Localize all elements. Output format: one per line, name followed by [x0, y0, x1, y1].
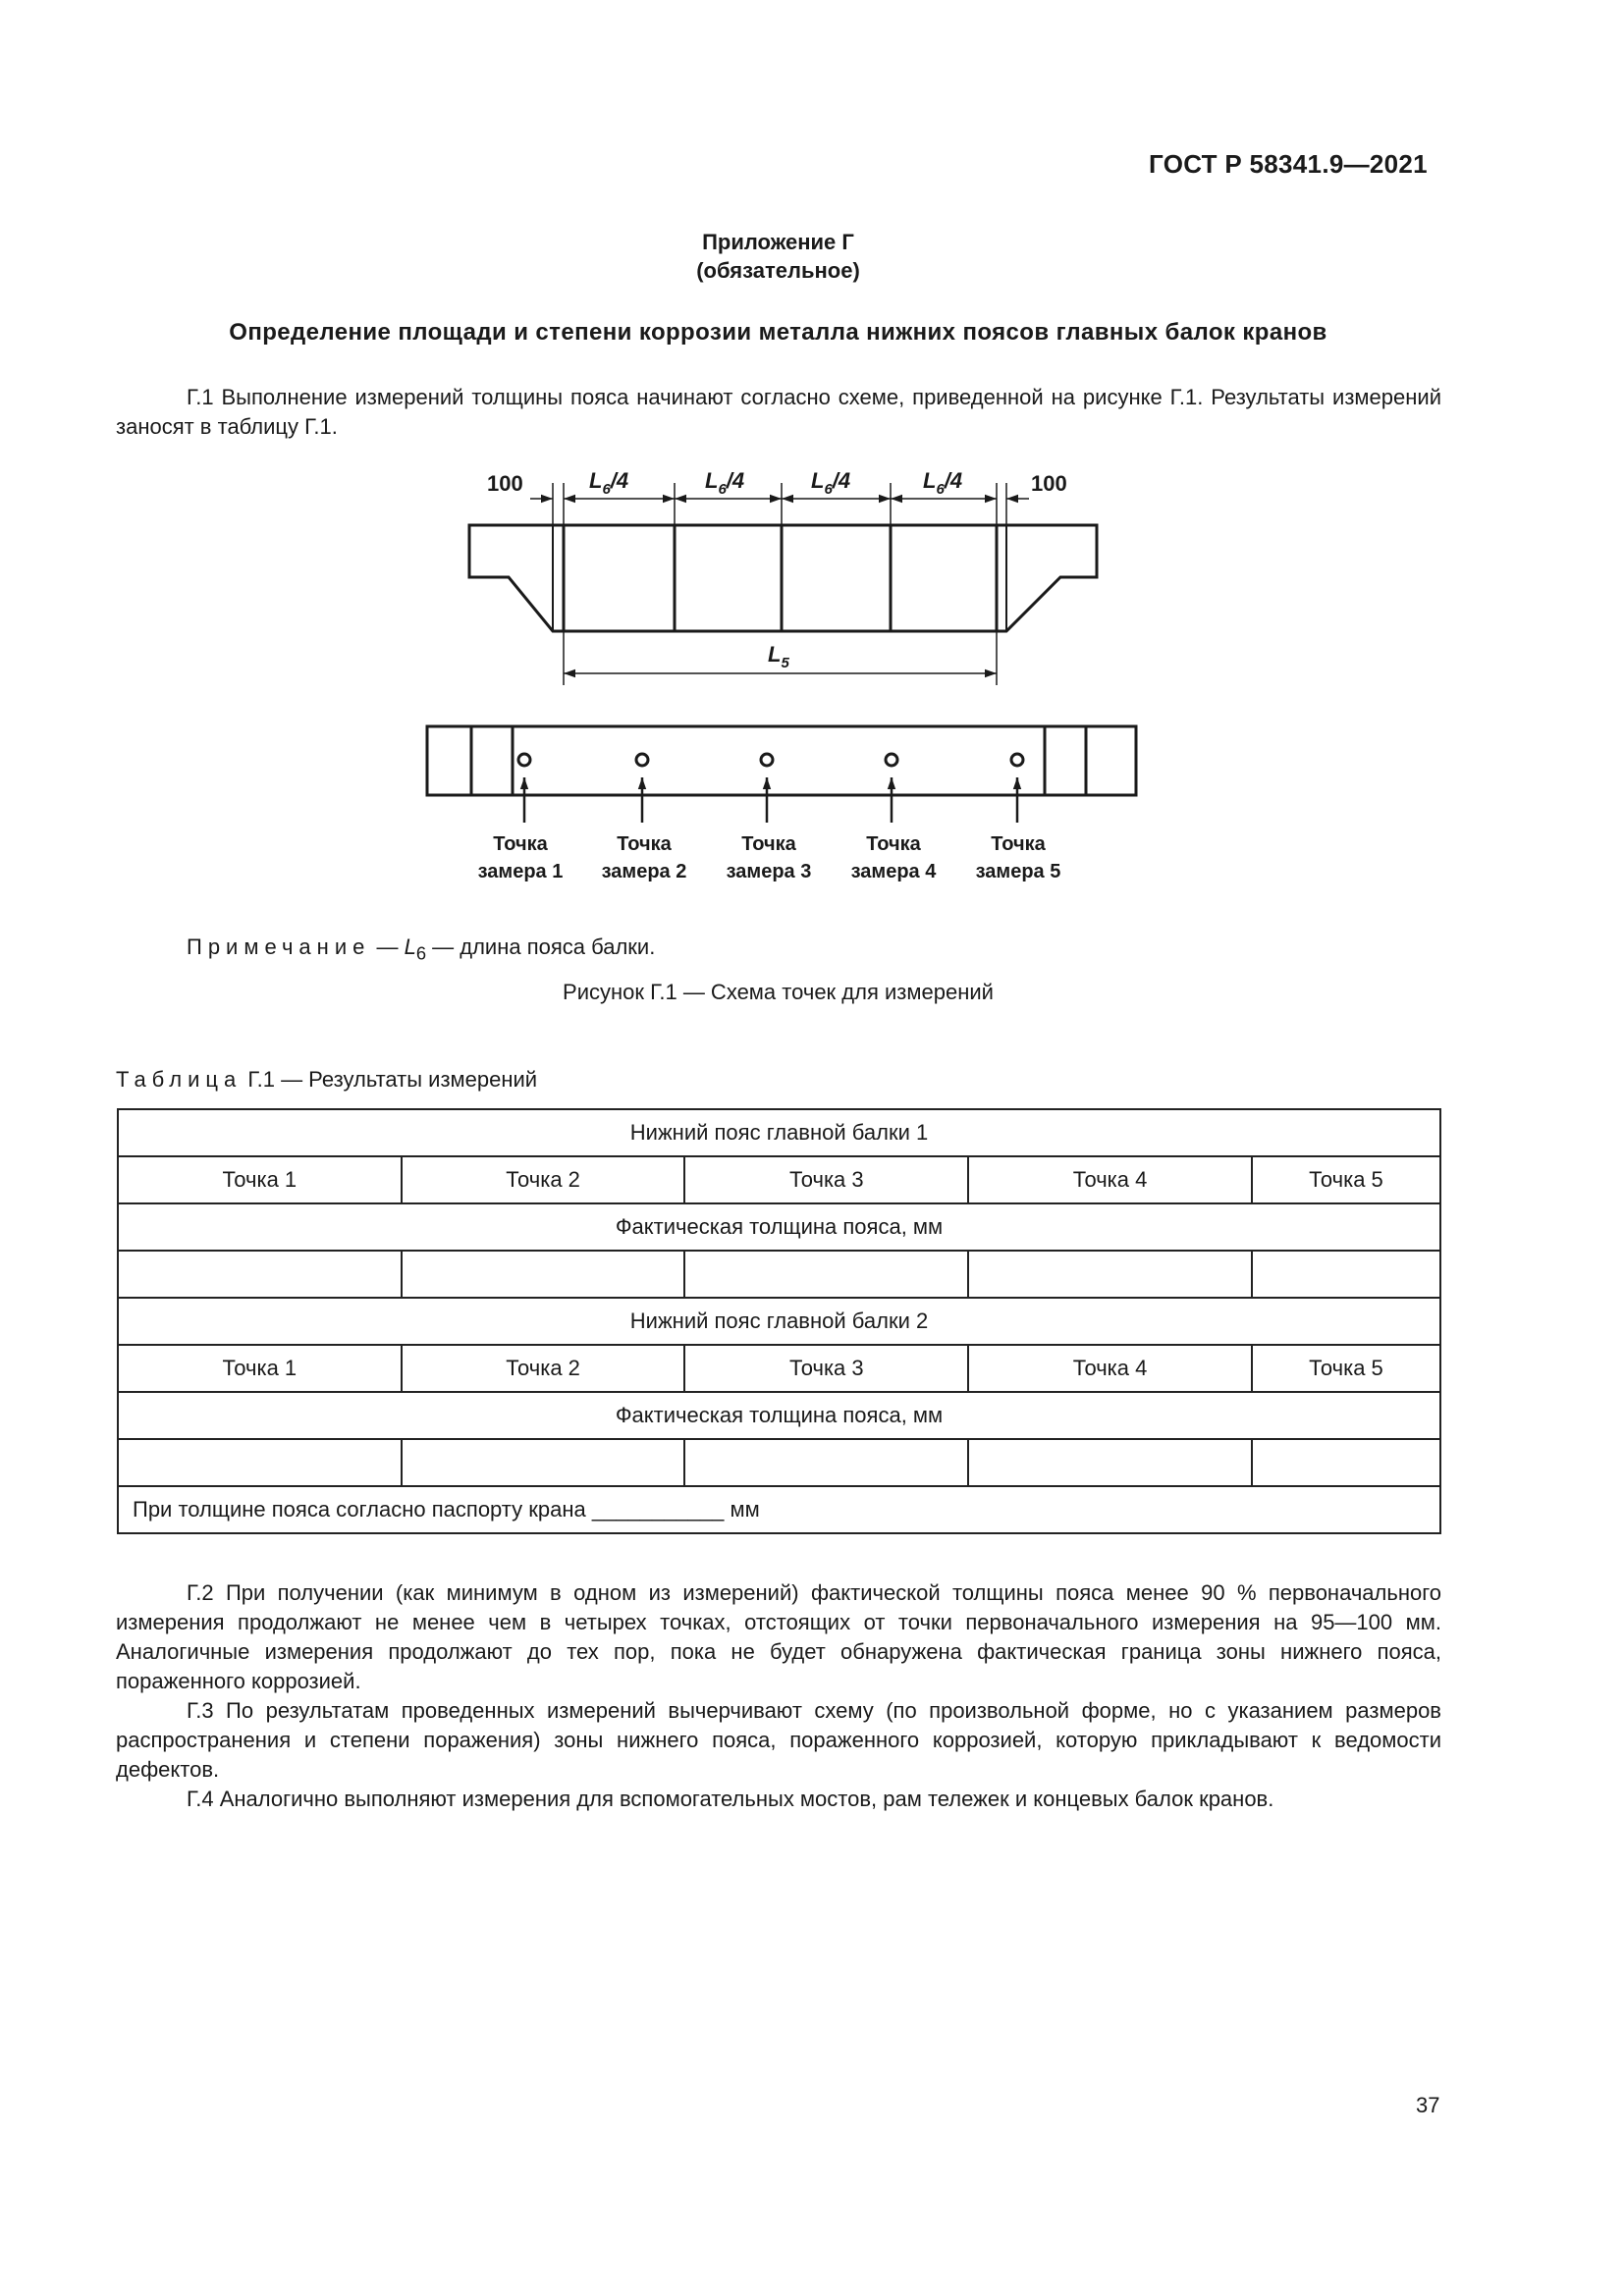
empty-cell[interactable] — [1252, 1251, 1440, 1298]
empty-cell[interactable] — [118, 1439, 402, 1486]
paragraph-g3: Г.3 По результатам проведенных измерений вычерчивают схему (по произвольной форме, но с указанием размеров распространения и степени поражения) зоны нижнего пояса, пораженного коррозией, которую прикладывают к ведомости дефектов. — [116, 1698, 1441, 1782]
point-label-1-line2: замера 1 — [477, 861, 564, 882]
note-variable-subscript: 6 — [415, 942, 427, 964]
empty-cell[interactable] — [402, 1251, 685, 1298]
measurement-point-3 — [761, 754, 773, 766]
point-header-5: Точка 5 — [1252, 1156, 1440, 1203]
point-label-5-line2: замера 5 — [975, 861, 1061, 882]
note-variable: L — [404, 934, 416, 959]
point-header-2: Точка 2 — [402, 1156, 685, 1203]
note-text: — длина пояса балки. — [426, 934, 656, 959]
empty-cell[interactable] — [402, 1439, 685, 1486]
figure-measurement-scheme — [0, 0, 1624, 942]
point-header-5: Точка 5 — [1252, 1345, 1440, 1392]
dim-quarter-2: $L_6/4$ — [705, 468, 745, 498]
thickness-header: Фактическая толщина пояса, мм — [118, 1203, 1440, 1251]
measurement-point-4 — [886, 754, 897, 766]
point-label-4-line1: Точка — [866, 833, 921, 855]
measurement-point-5 — [1011, 754, 1023, 766]
table-row — [118, 1345, 1440, 1392]
figure-note — [187, 934, 655, 964]
dim-span-l5: $L_5$ — [768, 642, 789, 671]
table-row — [118, 1298, 1440, 1345]
table-title-text: Г.1 — Результаты измерений — [242, 1067, 538, 1092]
point-header-1: Точка 1 — [118, 1345, 402, 1392]
point-header-1: Точка 1 — [118, 1156, 402, 1203]
empty-cell[interactable] — [968, 1439, 1252, 1486]
table-row — [118, 1486, 1440, 1533]
empty-cell[interactable] — [684, 1251, 968, 1298]
point-header-4: Точка 4 — [968, 1156, 1252, 1203]
table-row — [118, 1251, 1440, 1298]
empty-cell[interactable] — [1252, 1439, 1440, 1486]
dim-right-100: 100 — [1031, 471, 1067, 496]
point-label-5-line1: Точка — [991, 833, 1046, 855]
point-header-4: Точка 4 — [968, 1345, 1252, 1392]
empty-cell[interactable] — [118, 1251, 402, 1298]
table-row — [118, 1392, 1440, 1439]
note-label: Примечание — [187, 934, 371, 959]
beam-1-header: Нижний пояс главной балки 1 — [118, 1109, 1440, 1156]
table-row — [118, 1439, 1440, 1486]
dim-left-100: 100 — [487, 471, 523, 496]
point-header-2: Точка 2 — [402, 1345, 685, 1392]
beam-2-header: Нижний пояс главной балки 2 — [118, 1298, 1440, 1345]
point-label-2-line1: Точка — [617, 833, 672, 855]
page-number: 37 — [1416, 2093, 1440, 2117]
measurement-point-1 — [518, 754, 530, 766]
measurement-results-table — [117, 1108, 1441, 1534]
passport-thickness-row: При толщине пояса согласно паспорту крана ___________ мм — [118, 1486, 1440, 1533]
point-label-3-line1: Точка — [741, 833, 796, 855]
document-code: ГОСТ Р 58341.9—2021 — [1149, 149, 1428, 179]
point-header-3: Точка 3 — [684, 1345, 968, 1392]
empty-cell[interactable] — [968, 1251, 1252, 1298]
annex-status: (обязательное) — [696, 258, 860, 283]
paragraph-g1: Г.1 Выполнение измерений толщины пояса начинают согласно схеме, приведенной на рисунке Г.1. Результаты измерений заносят в таблицу Г.1. — [116, 385, 1441, 439]
beam-plan-outline — [427, 726, 1136, 795]
table-row — [118, 1109, 1440, 1156]
paragraph-g2: Г.2 При получении (как минимум в одном из измерений) фактической толщины пояса менее 90 % первоначального измерения продолжают не менее чем в четырех точках, отстоящих от точки первоначального измерения на 95—100 мм. Аналогичные измерения продолжают до тех пор, пока не будет обнаружена фактическая граница зоны нижнего пояса, пораженного коррозией. — [116, 1580, 1441, 1693]
point-label-4-line2: замера 4 — [850, 861, 937, 882]
table-row — [118, 1203, 1440, 1251]
measurement-point-2 — [636, 754, 648, 766]
thickness-header: Фактическая толщина пояса, мм — [118, 1392, 1440, 1439]
table-title — [116, 1067, 537, 1093]
point-header-3: Точка 3 — [684, 1156, 968, 1203]
table-label: Таблица — [116, 1067, 243, 1092]
dim-quarter-1: $L_6/4$ — [589, 468, 629, 498]
annex-label: Приложение Г — [702, 230, 854, 254]
dim-quarter-4: $L_6/4$ — [923, 468, 963, 498]
note-dash: — — [370, 934, 405, 959]
point-label-3-line2: замера 3 — [726, 861, 812, 882]
paragraph-g4: Г.4 Аналогично выполняют измерения для вспомогательных мостов, рам тележек и концевых балок кранов. — [187, 1787, 1274, 1811]
point-label-1-line1: Точка — [493, 833, 548, 855]
table-row — [118, 1156, 1440, 1203]
point-label-2-line2: замера 2 — [601, 861, 687, 882]
figure-caption: Рисунок Г.1 — Схема точек для измерений — [563, 980, 994, 1004]
empty-cell[interactable] — [684, 1439, 968, 1486]
section-title: Определение площади и степени коррозии металла нижних поясов главных балок кранов — [229, 319, 1327, 346]
dim-quarter-3: $L_6/4$ — [811, 468, 851, 498]
